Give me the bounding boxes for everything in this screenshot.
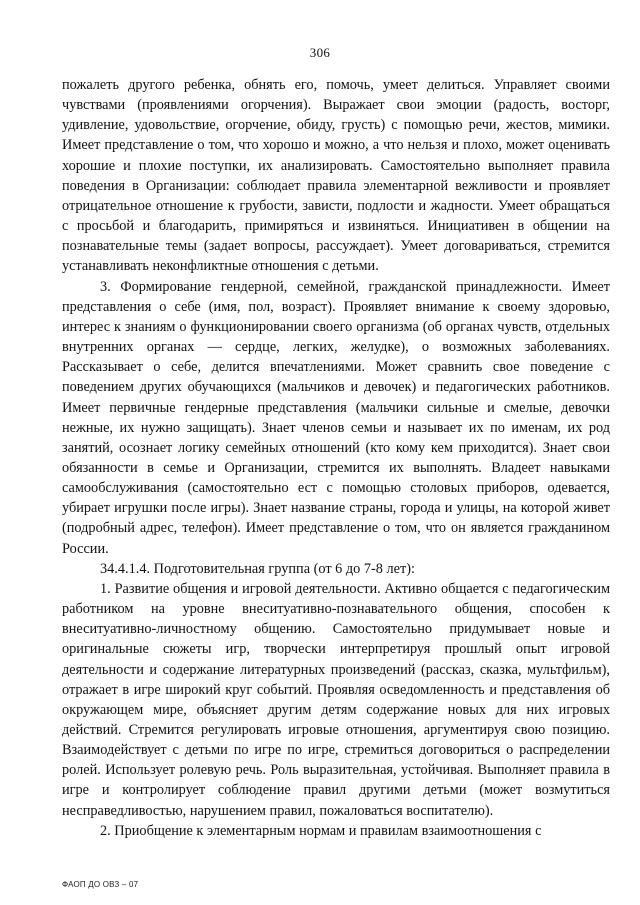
- paragraph-3: 1. Развитие общения и игровой деятельности. Активно общается с педагогическим работником на уровне внеситуативно-познавательного общения, способен к внеситуативно-личностному общению. Самостоятельно придумывает новые и оригинальные сюжеты игр, творчески интерпретируя прошлый опыт игровой деятельности и содержание литературных произведений (рассказ, сказка, мультфильм), отражает в игре широкий круг событий. Проявляя осведомленность и представления об окружающем мире, объясняет другим детям содержание новых для них игровых действий. Стремится регулировать игровые отношения, аргументируя свою позицию. Взаимодействует с детьми по игре по игре, стремиться договориться о распределении ролей. Использует ролевую речь. Роль выразительная, устойчивая. Выполняет правила в игре и контролирует соблюдение правил другими детьми (может возмутиться несправедливостью, нарушением правил, пожаловаться воспитателю).: [62, 580, 610, 819]
- section-heading: 34.4.1.4. Подготовительная группа (от 6 до 7-8 лет):: [100, 560, 415, 577]
- document-body: [62, 75, 610, 841]
- paragraph-1: пожалеть другого ребенка, обнять его, помочь, умеет делиться. Управляет своими чувствами (проявлениями огорчения). Выражает свои эмоции (радость, восторг, удивление, удовольствие, огорчение, обиду, грусть) с помощью речи, жестов, мимики. Имеет представление о том, что хорошо и можно, а что нельзя и плохо, может оценивать хорошие и плохие поступки, их анализировать. Самостоятельно выполняет правила поведения в Организации: соблюдает правила элементарной вежливости и проявляет отрицательное отношение к грубости, зависти, подлости и жадности. Умеет обращаться с просьбой и благодарить, примиряться и извиняться. Инициативен в общении на познавательные темы (задает вопросы, рассуждает). Умеет договариваться, стремится устанавливать неконфликтные отношения с детьми.: [62, 77, 610, 275]
- paragraph-4: 2. Приобщение к элементарным нормам и правилам взаимоотношения с: [100, 822, 542, 839]
- paragraph-2: 3. Формирование гендерной, семейной, гражданской принадлежности. Имеет представления о себе (имя, пол, возраст). Проявляет внимание к своему здоровью, интерес к знаниям о функционировании своего организма (об органах чувств, отдельных внутренних органах — сердце, легких, желудке), о возможных заболеваниях. Рассказывает о себе, делится впечатлениями. Может сравнить свое поведение с поведением других обучающихся (мальчиков и девочек) и педагогических работников. Имеет первичные гендерные представления (мальчики сильные и смелые, девочки нежные, их нужно защищать). Знает членов семьи и называет их по именам, их род занятий, осознает логику семейных отношений (кто кому кем приходится). Знает свои обязанности в семье и Организации, стремится их выполнять. Владеет навыками самообслуживания (самостоятельно ест с помощью столовых приборов, одевается, убирает игрушки после игры). Знает название страны, города и улицы, на которой живет (подробный адрес, телефон). Имеет представление о том, что он является гражданином России.: [62, 278, 610, 557]
- page-number: 306: [309, 45, 331, 60]
- footer-label: ФАОП ДО ОВЗ – 07: [62, 880, 139, 889]
